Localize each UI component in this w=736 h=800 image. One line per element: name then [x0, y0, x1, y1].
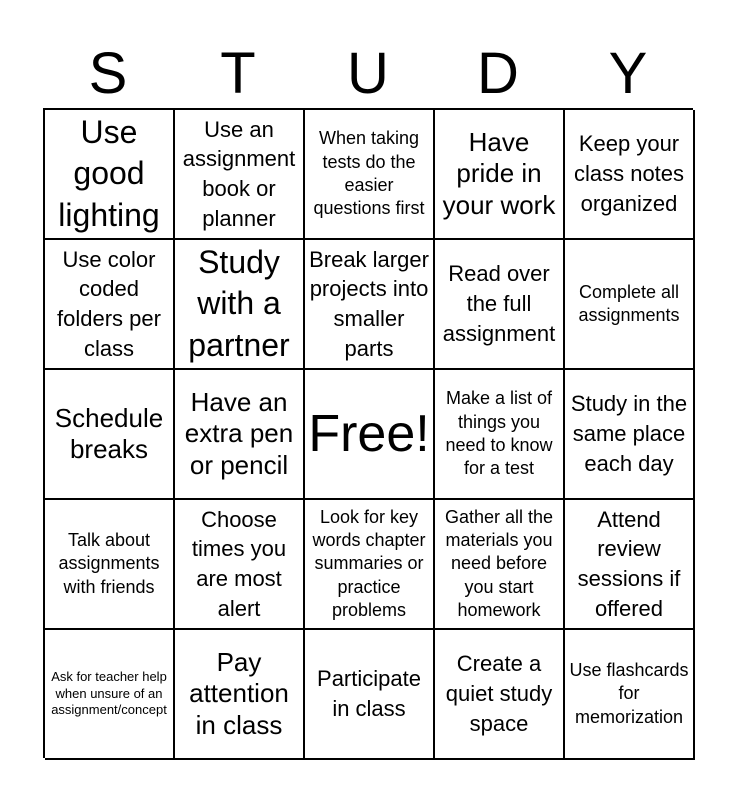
bingo-cell	[305, 500, 435, 630]
bingo-cell	[175, 110, 305, 240]
bingo-cell	[45, 630, 175, 760]
bingo-cell	[435, 500, 565, 630]
bingo-cell	[435, 370, 565, 500]
cell-text: Study in the same place each day	[570, 391, 688, 476]
bingo-cell	[565, 500, 695, 630]
bingo-cell	[435, 110, 565, 240]
header-letter-t: T	[220, 41, 256, 106]
cell-text: Keep your class notes organized	[573, 131, 685, 216]
bingo-cell	[565, 110, 695, 240]
bingo-board	[43, 108, 693, 758]
cell-text: Use good lighting	[58, 113, 160, 233]
cell-text: Use flashcards for memorization	[569, 659, 689, 727]
bingo-header	[43, 40, 693, 108]
cell-text: When taking tests do the easier questions first	[313, 128, 425, 219]
bingo-cell	[175, 500, 305, 630]
bingo-cell	[435, 240, 565, 370]
bingo-cell	[565, 630, 695, 760]
cell-text: Pay attention in class	[189, 647, 289, 740]
bingo-cell	[305, 630, 435, 760]
header-letter-u: U	[347, 41, 389, 106]
cell-text: Use an assignment book or planner	[182, 116, 296, 231]
cell-text: Look for key words chapter summaries or practice problems	[312, 506, 426, 621]
bingo-cell	[565, 240, 695, 370]
cell-text: Read over the full assignment	[442, 261, 556, 346]
cell-text: Choose times you are most alert	[191, 506, 287, 621]
cell-text: Schedule breaks	[54, 402, 164, 464]
cell-text: Make a list of things you need to know for a test	[445, 388, 553, 479]
cell-text: Have pride in your work	[442, 127, 556, 220]
bingo-cell	[45, 370, 175, 500]
cell-text: Gather all the materials you need before you start homework	[444, 506, 554, 621]
cell-text: Complete all assignments	[578, 281, 680, 325]
cell-text: Talk about assignments with friends	[58, 529, 160, 597]
cell-text: Use color coded folders per class	[57, 246, 161, 361]
cell-text: Attend review sessions if offered	[577, 506, 681, 621]
cell-text: Break larger projects into smaller parts	[309, 246, 429, 361]
bingo-cell	[175, 240, 305, 370]
bingo-cell	[435, 630, 565, 760]
bingo-cell	[305, 240, 435, 370]
cell-text: Participate in class	[317, 666, 421, 721]
bingo-cell	[45, 240, 175, 370]
header-letter-y: Y	[608, 41, 648, 106]
free-space-label: Free!	[308, 405, 430, 463]
free-space	[305, 370, 435, 500]
bingo-cell	[305, 110, 435, 240]
bingo-cell	[175, 630, 305, 760]
cell-text: Study with a partner	[188, 243, 290, 363]
cell-text: Ask for teacher help when unsure of an assignment/concept	[51, 668, 167, 718]
header-letter-s: S	[88, 41, 128, 106]
header-letter-d: D	[477, 41, 519, 106]
bingo-cell	[175, 370, 305, 500]
bingo-cell	[565, 370, 695, 500]
bingo-cell	[45, 110, 175, 240]
bingo-cell	[45, 500, 175, 630]
cell-text: Create a quiet study space	[445, 651, 553, 736]
cell-text: Have an extra pen or pencil	[184, 387, 294, 480]
